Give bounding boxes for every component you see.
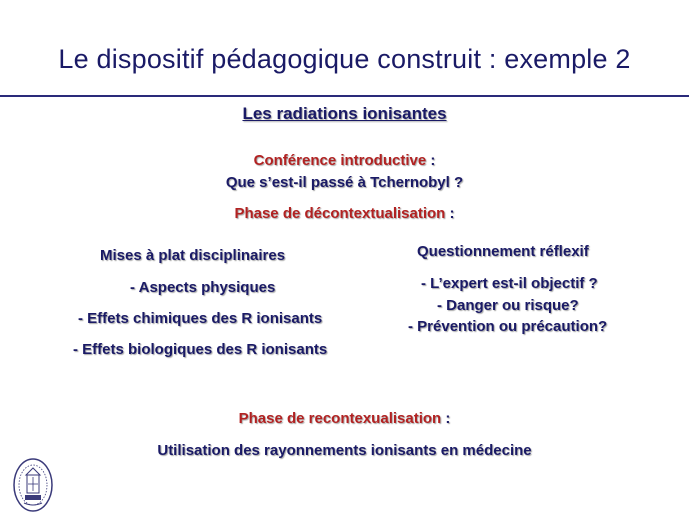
left-column-item: - Effets biologiques des R ionisants — [73, 341, 328, 358]
decontext-label: Phase de décontextualisation — [234, 205, 446, 222]
intro-label: Conférence introductive — [253, 152, 427, 169]
intro-line — [0, 152, 689, 169]
decontext-colon: : — [445, 205, 455, 222]
right-column-item: - L’expert est-il objectif ? — [421, 275, 598, 292]
decontext-line — [0, 205, 689, 222]
intro-question: Que s’est-il passé à Tchernobyl ? — [225, 174, 464, 191]
slide-subject: Les radiations ionisantes — [242, 104, 447, 123]
left-column-item: - Aspects physiques — [130, 279, 276, 296]
right-column-item: - Danger ou risque? — [437, 297, 579, 314]
recontext-line — [0, 410, 689, 427]
left-column-item: - Effets chimiques des R ionisants — [78, 310, 323, 327]
left-column-heading: Mises à plat disciplinaires — [100, 247, 286, 264]
right-column-heading: Questionnement réflexif — [417, 243, 589, 260]
intro-colon: : — [426, 152, 436, 169]
recontext-colon: : — [441, 410, 451, 427]
right-column-item: - Prévention ou précaution? — [408, 318, 608, 335]
university-seal-icon — [12, 457, 54, 513]
recontext-label: Phase de recontexualisation — [238, 410, 442, 427]
title-divider — [0, 95, 689, 97]
slide-title: Le dispositif pédagogique construit : exemple 2 — [58, 44, 631, 74]
recontext-text: Utilisation des rayonnements ionisants en médecine — [157, 442, 532, 459]
